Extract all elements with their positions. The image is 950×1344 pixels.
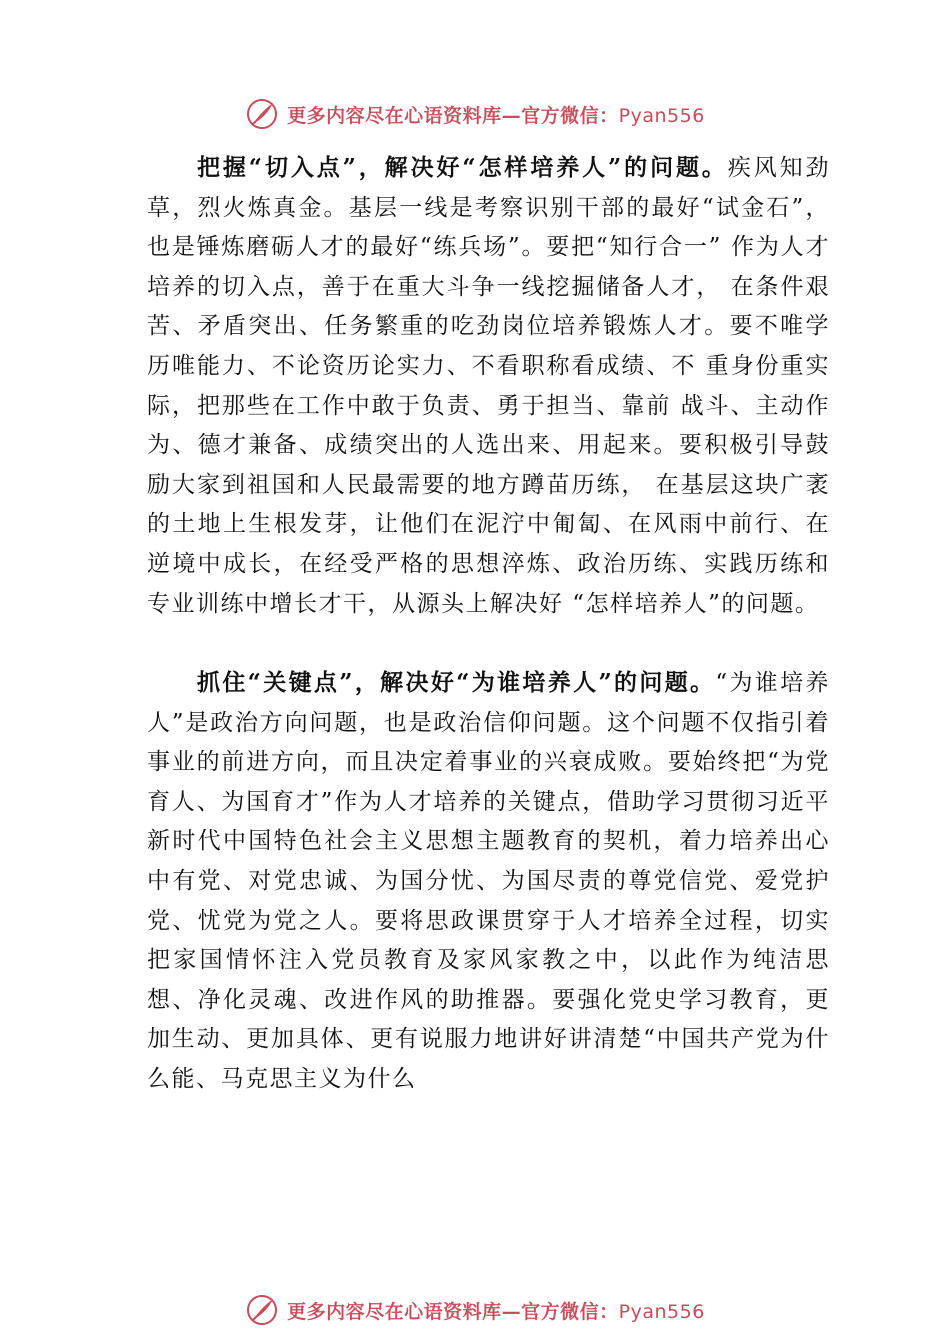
watermark-header <box>0 94 950 134</box>
watermark-footer <box>0 1290 950 1330</box>
paragraph-1-text <box>147 148 830 624</box>
paragraph-2-body: “为谁培养人”是政治方向问题，也是政治信仰问题。这个问题不仅指引着事业的前进方向，而且决定着事业的兴衰成败。要始终把“为党育人、为国育才”作为人才培养的关键点，借助学习贯彻习近平新时代中国特色社会主义思想主题教育的契机，着力培养出心中有党、对党忠诚、为国分忧、为国尽责的尊党信党、爱党护党、忧党为党之人。要将思政课贯穿于人才培养全过程，切实把家国情怀注入党员教育及家风家教之中，以此作为纯洁思想、净化灵魂、改进作风的助推器。要强化党史学习教育，更加生动、更加具体、更有说服力地讲好讲清楚“中国共产党为什么能、马克思主义为什么 <box>147 670 830 1092</box>
quill-pen-logo-icon <box>245 97 279 131</box>
paragraph-1-heading: 把握“切入点”，解决好“怎样培养人”的问题。 <box>197 154 728 181</box>
quill-pen-logo-icon <box>245 1293 279 1327</box>
watermark <box>245 1293 705 1327</box>
watermark-text: 更多内容尽在心语资料库—官方微信：Pyan556 <box>287 104 705 127</box>
paragraph-2 <box>147 663 830 1100</box>
paragraph-1 <box>147 148 830 624</box>
paragraph-2-text <box>147 663 830 1100</box>
watermark <box>245 97 705 131</box>
paragraph-1-body: 疾风知劲草，烈火炼真金。基层一线是考察识别干部的最好“试金石”，也是锤炼磨砺人才的最好“练兵场”。要把“知行合一” 作为人才培养的切入点，善于在重大斗争一线挖掘储备人才， 在条件艰苦、矛盾突出、任务繁重的吃劲岗位培养锻炼人才。要不唯学历唯能力、不论资历论实力、不看职称看成绩、不 重身份重实际，把那些在工作中敢于负责、勇于担当、靠前 战斗、主动作为、德才兼备、成绩突出的人选出来、用起来。要积极引导鼓励大家到祖国和人民最需要的地方蹲苗历练， 在基层这块广袤的土地上生根发芽，让他们在泥泞中匍匐、在风雨中前行、在逆境中成长，在经受严格的思想淬炼、政治历练、实践历练和专业训练中增长才干，从源头上解决好 “怎样培养人”的问题。 <box>147 155 831 617</box>
watermark-text: 更多内容尽在心语资料库—官方微信：Pyan556 <box>287 1300 705 1323</box>
paragraph-2-heading: 抓住“关键点”，解决好“为谁培养人”的问题。 <box>197 669 716 696</box>
